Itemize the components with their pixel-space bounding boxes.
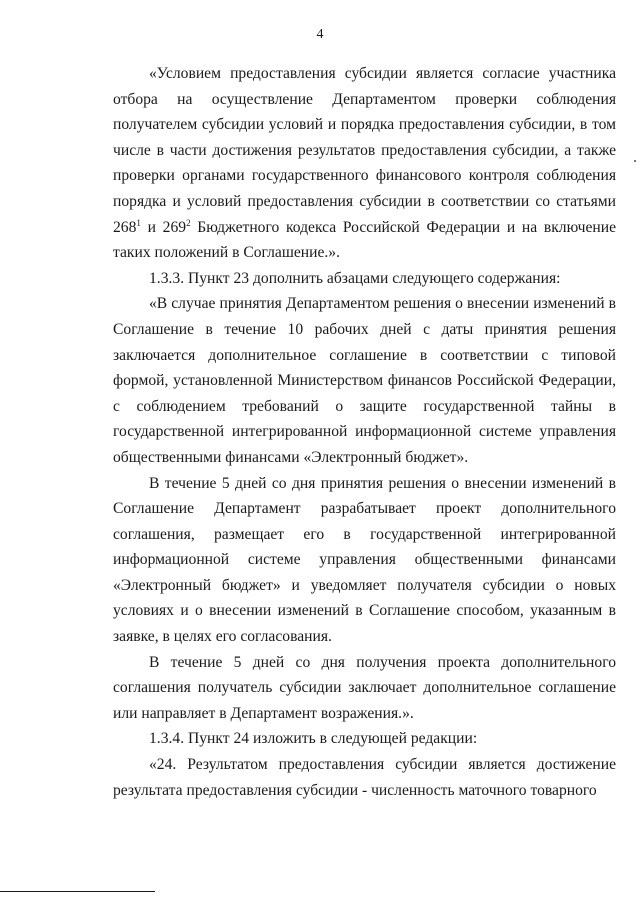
paragraph-item-1-3-3: 1.3.3. Пункт 23 дополнить абзацами следующего содержания:	[149, 269, 561, 287]
paragraph-item-1-3-4: 1.3.4. Пункт 24 изложить в следующей редакции:	[149, 730, 478, 748]
paragraph-text: «Условием предоставления субсидии является согласие участника отбора на осуществление Департаментом проверки соблюдения получателем субсидии условий и порядка предоставления субсидии, в том числе в части достижения результатов предоставления субсидии, а также проверки органами государственного финансового контроля соблюдения порядка и условий предоставления субсидии в соответствии со статьями 268	[113, 65, 616, 236]
document-body	[113, 61, 616, 803]
paragraph-text-mid: и 269	[140, 218, 187, 236]
superscript-2: 2	[186, 217, 191, 228]
paragraph-text-tail: Бюджетного кодекса Российской Федерации и на включение таких положений в Соглашение.».	[113, 218, 616, 262]
paragraph-5-days-receipt: В течение 5 дней со дня получения проекта дополнительного соглашения получатель субсидии заключает дополнительное соглашение или направляет в Департамент возражения.».	[113, 653, 616, 722]
superscript-1: 1	[136, 217, 141, 228]
paragraph-subsidy-condition	[113, 61, 616, 266]
paragraph-item-24: «24. Результатом предоставления субсидии является достижение результата предоставления субсидии - численность маточного товарного	[113, 756, 616, 799]
footnote-separator	[0, 891, 155, 892]
paragraph-5-days-draft: В течение 5 дней со дня принятия решения о внесении изменений в Соглашение Департамент разрабатывает проект дополнительного соглашения, размещает его в государственной интегрированной информационной системе управления общественными финансами «Электронный бюджет» и уведомляет получателя субсидии о новых условиях и о внесении изменений в Соглашение способом, указанным в заявке, в целях его согласования.	[113, 474, 616, 646]
paragraph-agreement-changes: «В случае принятия Департаментом решения о внесении изменений в Соглашение в течение 10 рабочих дней с даты принятия решения заключается дополнительное соглашение в соответствии с типовой формой, установленной Министерством финансов Российской Федерации, с соблюдением требований о защите государственной тайны в государственной интегрированной информационной системе управления общественными финансами «Электронный бюджет».	[113, 295, 616, 466]
page-number: 4	[316, 27, 324, 42]
scan-mark	[634, 160, 636, 162]
